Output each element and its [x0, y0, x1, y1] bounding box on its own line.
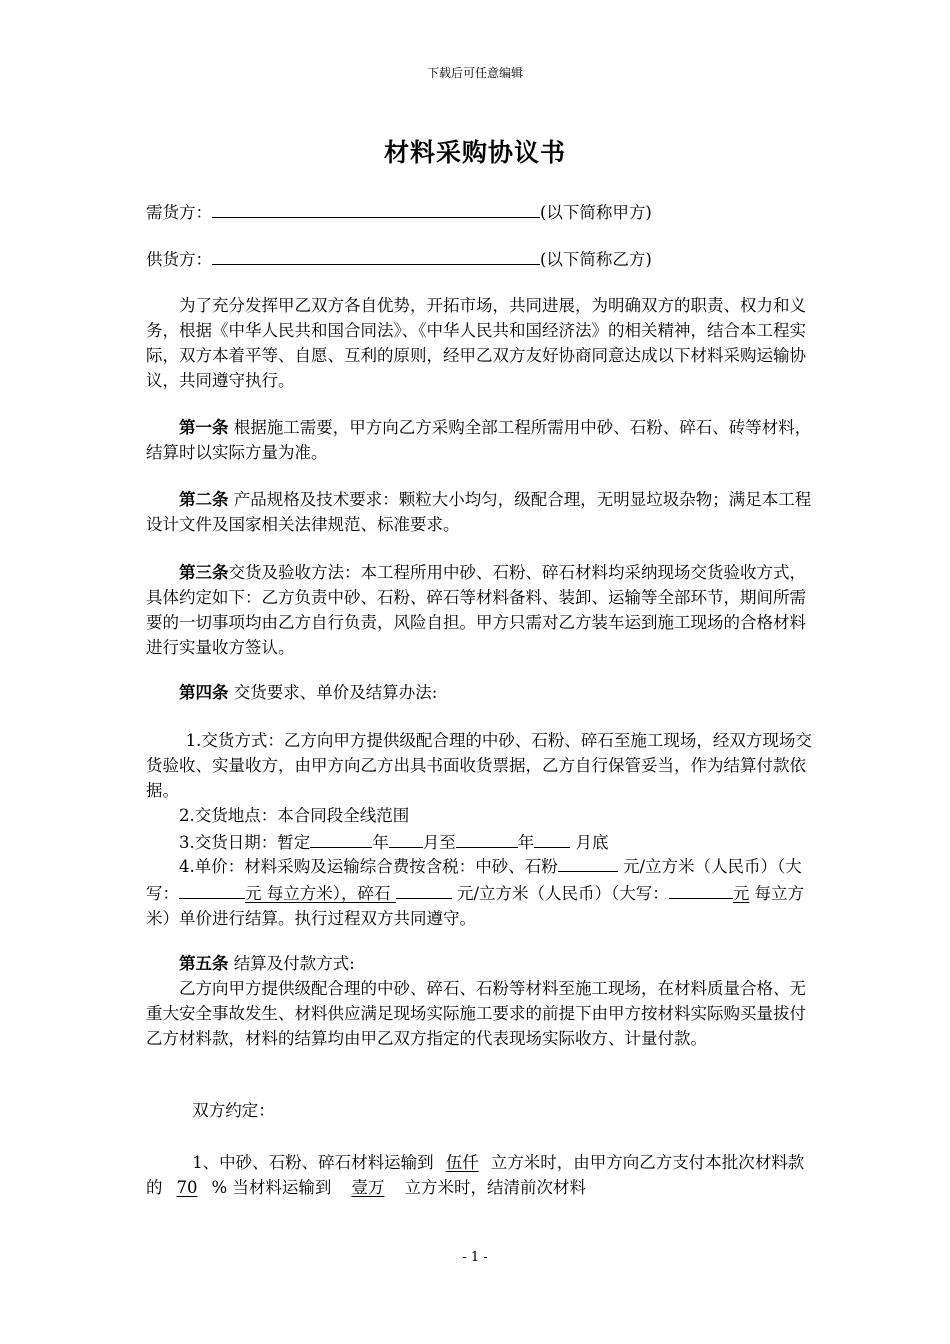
buyer-blank[interactable]	[212, 198, 540, 218]
gravel-price-words-blank[interactable]	[669, 879, 733, 899]
article-5-text: 结算及付款方式:	[228, 954, 355, 973]
sand-price-words-blank[interactable]	[179, 879, 245, 899]
end-month-blank[interactable]	[534, 828, 570, 848]
article-4-item-1: 1.交货方式：乙方向甲方提供级配合理的中砂、石粉、碎石至施工现场，经双方现场交货验收、实量收方，由甲方向乙方出具书面收货票据，乙方自行保管妥当，作为结算付款依据。	[146, 731, 812, 800]
sand-price-blank[interactable]	[558, 852, 618, 872]
article-3-heading: 第三条	[179, 563, 229, 582]
supplier-line	[146, 245, 816, 270]
gravel-price-blank[interactable]	[396, 879, 452, 899]
end-year-blank[interactable]	[456, 828, 518, 848]
article-2-heading: 第二条	[179, 490, 229, 509]
supplier-label: 供货方：	[146, 250, 212, 269]
article-1	[146, 415, 816, 465]
article-5-body: 乙方向甲方提供级配合理的中砂、碎石、石粉等材料至施工现场，在材料质量合格、无重大安全事故发生、材料供应满足现场实际施工要求的前提下由甲方按材料实际购买量拔付乙方材料款，材料的结算均由甲乙双方指定的代表现场实际收方、计量付款。	[146, 979, 806, 1048]
article-4-item-4: 4.单价：材料采购及运输综合费按含税：中砂、石粉 元/立方米（人民币）（大写： 元 每立方米），碎石 元/立方米（人民币）（大写： 元 每立方米）单价进行结算。执行过程双方共同遵守。	[146, 852, 816, 931]
article-4-item-3: 3.交货日期：暂定 年 月至 年 月底	[146, 828, 816, 855]
article-2	[146, 487, 816, 537]
start-year-blank[interactable]	[310, 828, 372, 848]
payment-percent: 70	[176, 1178, 198, 1197]
intro-paragraph: 为了充分发挥甲乙双方各自优势，开拓市场，共同进展，为明确双方的职责、权力和义务，根据《中华人民共和国合同法》、《中华人民共和国经济法》的相关精神，结合本工程实际，双方本着平等、自愿、互利的原则，经甲乙双方友好协商同意达成以下材料采购运输协议，共同遵守执行。	[146, 296, 806, 390]
article-1-heading: 第一条	[179, 418, 229, 437]
agreement-clause-1: 1、中砂、石粉、碎石材料运输到 伍仟 立方米时，由甲方向乙方支付本批次材料款的 70 % 当材料运输到 壹万 立方米时，结清前次材料	[146, 1153, 805, 1197]
supplier-blank[interactable]	[212, 245, 540, 265]
second-threshold: 壹万	[351, 1178, 385, 1197]
article-4-item-2: 2.交货地点：本合同段全线范围	[179, 806, 410, 825]
article-5-heading: 第五条	[179, 954, 229, 973]
article-1-text: 根据施工需要，甲方向乙方采购全部工程所需用中砂、石粉、碎石、砖等材料，结算时以实际方量为准。	[146, 418, 812, 462]
document-title: 材料采购协议书	[383, 138, 566, 167]
article-4-text: 交货要求、单价及结算办法:	[228, 683, 438, 702]
buyer-line	[146, 198, 816, 223]
article-2-text: 产品规格及技术要求：颗粒大小均匀，级配合理，无明显垃圾杂物；满足本工程设计文件及国家相关法律规范、标准要求。	[146, 490, 812, 534]
supplier-suffix: (以下简称乙方)	[540, 250, 652, 269]
article-4-heading: 第四条	[179, 683, 229, 702]
article-3	[146, 560, 816, 660]
buyer-suffix: (以下简称甲方)	[540, 203, 652, 222]
agreement-heading: 双方约定：	[192, 1101, 275, 1120]
start-month-blank[interactable]	[389, 828, 423, 848]
buyer-label: 需货方：	[146, 203, 212, 222]
header-note: 下载后可任意编辑	[426, 66, 523, 80]
page-number: - 1 -	[462, 1250, 488, 1265]
article-5	[146, 951, 816, 976]
article-4	[146, 680, 816, 705]
first-threshold: 伍仟	[445, 1153, 479, 1172]
article-3-text: 交货及验收方法：本工程所用中砂、石粉、碎石材料均采纳现场交货验收方式，具体约定如下：乙方负责中砂、石粉、碎石等材料备料、装卸、运输等全部环节，期间所需要的一切事项均由乙方自行负责，风险自担。甲方只需对乙方装车运到施工现场的合格材料进行实量收方签认。	[146, 563, 806, 657]
